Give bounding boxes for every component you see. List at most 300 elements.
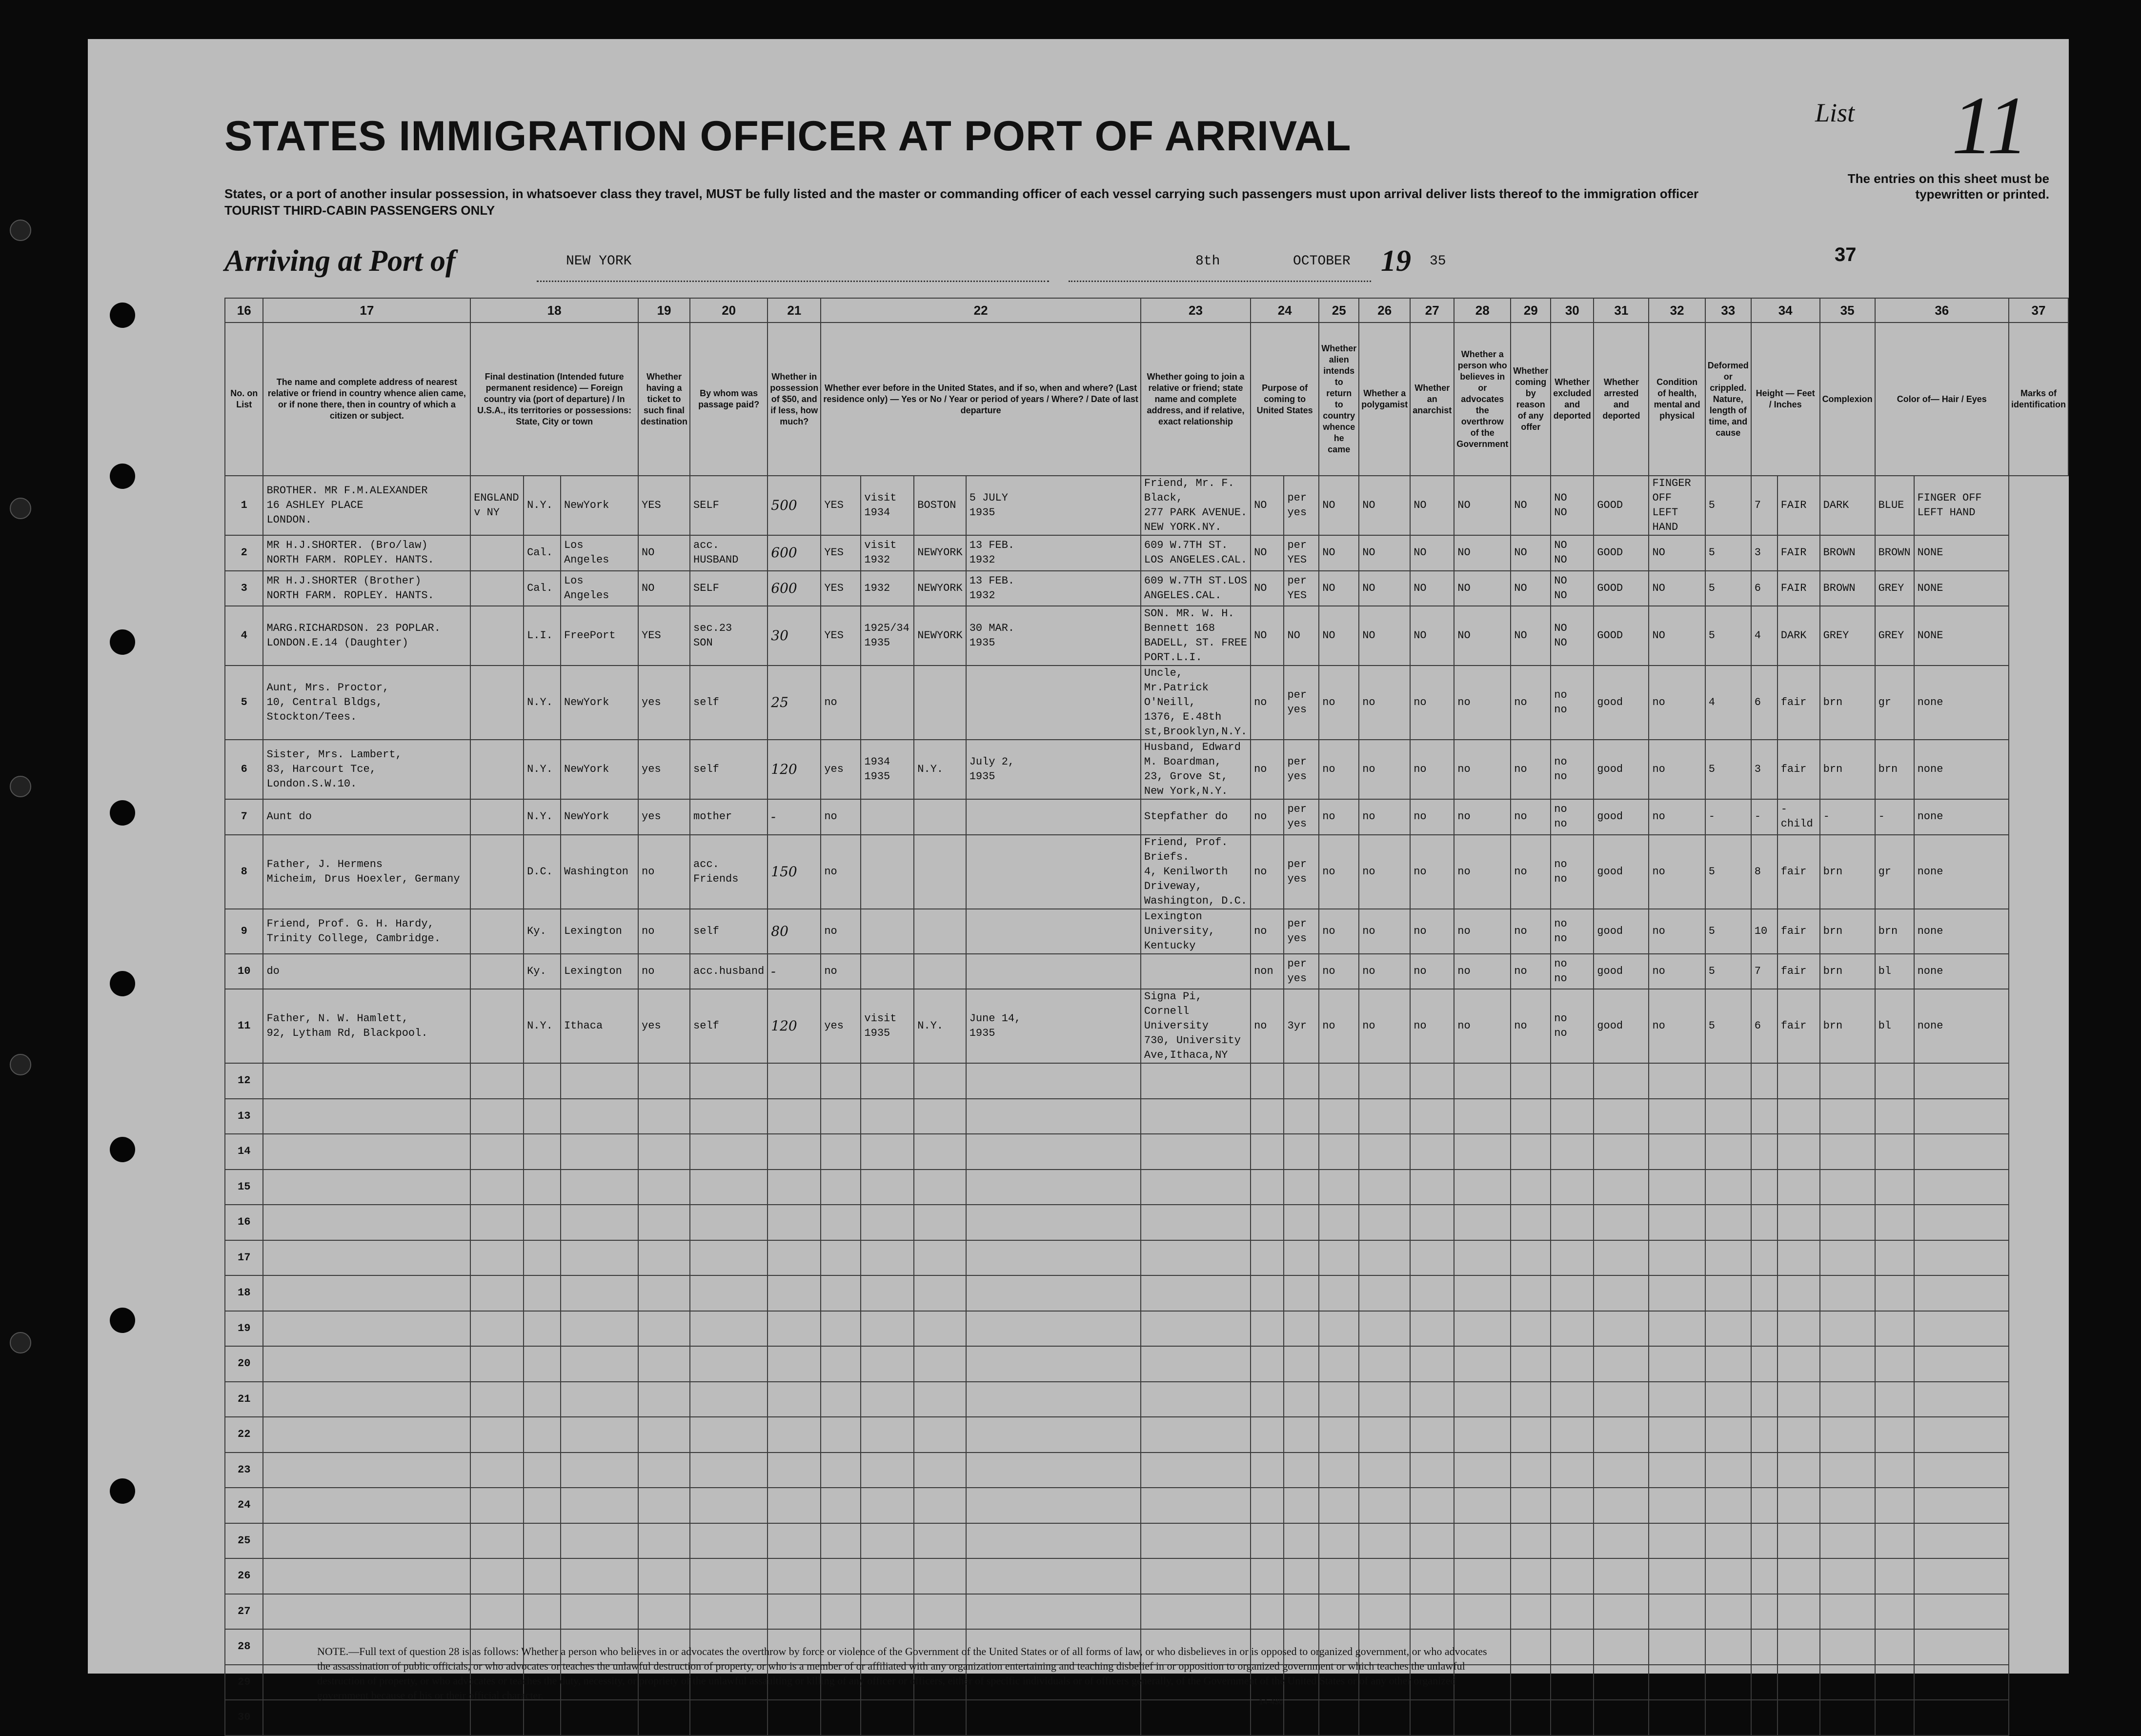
intend-cell xyxy=(1284,909,1319,954)
deformed-cell-text: NO xyxy=(1652,546,1665,559)
edge-perforation xyxy=(10,498,31,519)
row-number: 24 xyxy=(225,1488,263,1523)
c28-cell xyxy=(1454,954,1511,989)
empty-cell xyxy=(1359,1275,1410,1311)
purpose-cell-text: NO xyxy=(1254,546,1267,559)
c25-cell-text: no xyxy=(1322,696,1335,708)
empty-cell xyxy=(1319,1523,1359,1559)
table-row xyxy=(225,535,2068,571)
empty-cell xyxy=(1820,1275,1875,1311)
ever-before-cell-text: yes xyxy=(824,1020,844,1032)
joining-cell-text: 609 W.7TH ST. LOS ANGELES.CAL. xyxy=(1144,539,1248,566)
complexion-cell-text: fair xyxy=(1780,865,1807,878)
empty-cell xyxy=(524,1382,561,1417)
empty-cell xyxy=(1875,1382,1914,1417)
empty-cell xyxy=(1284,1099,1319,1134)
hair-cell-text: brn xyxy=(1823,696,1843,708)
health-cell xyxy=(1594,835,1649,909)
empty-cell xyxy=(1359,1523,1410,1559)
empty-cell xyxy=(1141,1453,1251,1488)
empty-cell xyxy=(1454,1099,1511,1134)
empty-cell xyxy=(821,1558,861,1594)
empty-cell xyxy=(263,1099,470,1134)
c28-cell xyxy=(1454,535,1511,571)
empty-cell xyxy=(768,1134,821,1170)
empty-cell xyxy=(861,1170,914,1205)
state-cell xyxy=(524,909,561,954)
empty-cell xyxy=(1551,1417,1594,1453)
empty-cell xyxy=(1820,1523,1875,1559)
empty-cell xyxy=(1359,1346,1410,1382)
empty-cell xyxy=(690,1275,768,1311)
empty-cell xyxy=(1511,1453,1551,1488)
c28-cell-text: NO xyxy=(1457,499,1471,511)
where-cell xyxy=(914,909,966,954)
empty-cell xyxy=(561,1311,638,1347)
empty-cell xyxy=(638,1523,690,1559)
empty-cell xyxy=(524,1594,561,1630)
ever-before-cell-text: YES xyxy=(824,546,844,559)
joining-cell xyxy=(1141,835,1251,909)
c29-cell-text: NO xyxy=(1514,629,1527,642)
empty-cell xyxy=(1410,1453,1454,1488)
table-row-empty xyxy=(225,1523,2068,1559)
foreign-country-cell xyxy=(470,571,524,606)
empty-cell xyxy=(1551,1382,1594,1417)
empty-cell xyxy=(1551,1665,1594,1700)
state-cell xyxy=(524,835,561,909)
table-row-empty xyxy=(225,1099,2068,1134)
c25-cell xyxy=(1319,571,1359,606)
deformed-cell-text: no xyxy=(1652,696,1665,708)
empty-cell xyxy=(561,1240,638,1276)
years-cell xyxy=(861,476,914,535)
health-cell-text: GOOD xyxy=(1597,629,1623,642)
feet-cell xyxy=(1705,835,1751,909)
state-cell xyxy=(524,606,561,666)
c26-cell xyxy=(1359,666,1410,740)
empty-cell xyxy=(1705,1134,1751,1170)
empty-cell xyxy=(561,1453,638,1488)
empty-cell xyxy=(1820,1346,1875,1382)
empty-cell xyxy=(768,1417,821,1453)
empty-cell xyxy=(561,1488,638,1523)
empty-cell xyxy=(1820,1134,1875,1170)
intend-cell-text: per yes xyxy=(1287,803,1307,830)
empty-cell xyxy=(966,1311,1141,1347)
deformed-cell-text: no xyxy=(1652,810,1665,823)
c25-cell-text: NO xyxy=(1322,629,1335,642)
empty-cell xyxy=(1319,1382,1359,1417)
health-cell-text: good xyxy=(1597,763,1623,775)
c28-cell xyxy=(1454,606,1511,666)
empty-cell xyxy=(263,1170,470,1205)
empty-cell xyxy=(1875,1629,1914,1665)
empty-cell xyxy=(821,1099,861,1134)
foreign-country-cell-text: ENGLAND v NY xyxy=(474,492,519,519)
city-cell xyxy=(561,571,638,606)
empty-cell xyxy=(1359,1240,1410,1276)
row-number xyxy=(225,740,263,799)
inches-cell-text: 7 xyxy=(1754,965,1761,977)
feet-cell-text: 4 xyxy=(1708,696,1715,708)
health-cell xyxy=(1594,799,1649,835)
list-label: List xyxy=(1815,98,1855,127)
ever-before-cell xyxy=(821,740,861,799)
empty-cell xyxy=(690,1099,768,1134)
c30-cell xyxy=(1551,535,1594,571)
empty-cell xyxy=(638,1134,690,1170)
years-cell-text: visit 1934 xyxy=(864,492,897,519)
header-health: Condition of health, mental and physical xyxy=(1649,323,1705,476)
empty-cell xyxy=(690,1594,768,1630)
empty-cell xyxy=(470,1382,524,1417)
empty-cell xyxy=(524,1099,561,1134)
relative-cell-text: MR H.J.SHORTER (Brother) NORTH FARM. ROPLEY. HANTS. xyxy=(266,574,434,602)
state-cell-text: Ky. xyxy=(527,925,546,937)
health-cell-text: good xyxy=(1597,925,1623,937)
c26-cell xyxy=(1359,799,1410,835)
empty-cell xyxy=(1705,1346,1751,1382)
header-passage-paid: By whom was passage paid? xyxy=(690,323,768,476)
empty-cell xyxy=(1649,1700,1705,1736)
empty-cell xyxy=(1251,1523,1284,1559)
empty-cell xyxy=(690,1346,768,1382)
passage-paid-cell-text: mother xyxy=(693,810,732,823)
empty-cell xyxy=(1705,1311,1751,1347)
empty-cell xyxy=(1511,1523,1551,1559)
list-note: The entries on this sheet must be typewritten or printed. xyxy=(1847,171,2049,202)
header-joining: Whether going to join a relative or friend; state name and complete address, and if relative, exact relationship xyxy=(1141,323,1251,476)
empty-cell xyxy=(1705,1558,1751,1594)
joining-cell-text: SON. MR. W. H. Bennett 168 BADELL, ST. FREE PORT.L.I. xyxy=(1144,607,1248,664)
empty-cell xyxy=(1454,1594,1511,1630)
departure-cell xyxy=(966,606,1141,666)
c26-cell xyxy=(1359,835,1410,909)
header-money: Whether in possession of $50, and if less, how much? xyxy=(768,323,821,476)
c30-cell xyxy=(1551,571,1594,606)
complexion-cell-text: FAIR xyxy=(1780,582,1807,594)
c28-cell-text: no xyxy=(1457,925,1471,937)
empty-cell xyxy=(1751,1311,1777,1347)
empty-cell xyxy=(470,1417,524,1453)
empty-cell xyxy=(1649,1523,1705,1559)
empty-cell xyxy=(1594,1629,1649,1665)
empty-cell xyxy=(914,1453,966,1488)
city-cell xyxy=(561,606,638,666)
table-row xyxy=(225,954,2068,989)
empty-cell xyxy=(1359,1170,1410,1205)
intend-cell-text: per YES xyxy=(1287,539,1307,566)
c25-cell xyxy=(1319,606,1359,666)
empty-cell xyxy=(1777,1700,1820,1736)
empty-cell xyxy=(1511,1417,1551,1453)
c25-cell-text: no xyxy=(1322,1020,1335,1032)
row-number xyxy=(225,909,263,954)
where-cell xyxy=(914,835,966,909)
feet-cell-text: 5 xyxy=(1708,865,1715,878)
health-cell xyxy=(1594,666,1649,740)
row-number xyxy=(225,954,263,989)
c26-cell xyxy=(1359,476,1410,535)
empty-cell xyxy=(1914,1488,2009,1523)
row-number xyxy=(225,476,263,535)
empty-cell xyxy=(1141,1417,1251,1453)
eyes-cell xyxy=(1875,989,1914,1063)
marks-cell xyxy=(1914,535,2009,571)
empty-cell xyxy=(1751,1170,1777,1205)
row-number-text: 1 xyxy=(241,499,247,511)
marks-cell-text: none xyxy=(1917,810,1943,823)
hair-cell xyxy=(1820,606,1875,666)
header-c25: Whether alien intends to return to country whence he came xyxy=(1319,323,1359,476)
empty-cell xyxy=(1751,1346,1777,1382)
c28-cell-text: no xyxy=(1457,696,1471,708)
empty-cell xyxy=(1410,1134,1454,1170)
header-deformed: Deformed or crippled. Nature, length of time, and cause xyxy=(1705,323,1751,476)
c29-cell-text: no xyxy=(1514,1020,1527,1032)
empty-cell xyxy=(690,1240,768,1276)
ticket-cell xyxy=(638,571,690,606)
c29-cell xyxy=(1511,989,1551,1063)
state-cell-text: L.I. xyxy=(527,629,553,642)
complexion-cell-text: fair xyxy=(1780,1020,1807,1032)
subtitle-text: States, or a port of another insular possession, in whatsoever class they travel, MUST be fully listed and the master or commanding officer of each vessel carrying such passengers must upon arrival deliver lists thereof to the immigration officer xyxy=(224,186,1699,201)
marks-cell xyxy=(1914,909,2009,954)
marks-cell-text: NONE xyxy=(1917,582,1943,594)
empty-cell xyxy=(638,1382,690,1417)
ticket-cell-text: yes xyxy=(642,1020,661,1032)
col-num: 17 xyxy=(263,298,470,323)
eyes-cell xyxy=(1875,535,1914,571)
feet-cell xyxy=(1705,909,1751,954)
deformed-cell-text: FINGER OFF LEFT HAND xyxy=(1652,477,1691,533)
empty-cell xyxy=(914,1382,966,1417)
row-number: 29 xyxy=(225,1665,263,1700)
eyes-cell xyxy=(1875,954,1914,989)
empty-cell xyxy=(1319,1700,1359,1736)
inches-cell xyxy=(1751,476,1777,535)
empty-cell xyxy=(1410,1275,1454,1311)
complexion-cell xyxy=(1777,476,1820,535)
row-number: 15 xyxy=(225,1170,263,1205)
empty-cell xyxy=(768,1523,821,1559)
c27-cell-text: NO xyxy=(1414,546,1427,559)
c25-cell-text: no xyxy=(1322,810,1335,823)
money-cell-text: 30 xyxy=(771,627,788,644)
ever-before-cell-text: YES xyxy=(824,629,844,642)
joining-cell xyxy=(1141,606,1251,666)
passage-paid-cell xyxy=(690,989,768,1063)
empty-cell xyxy=(1251,1170,1284,1205)
c28-cell xyxy=(1454,835,1511,909)
port-line xyxy=(537,281,1049,282)
intend-cell xyxy=(1284,606,1319,666)
c26-cell-text: NO xyxy=(1362,582,1375,594)
empty-cell xyxy=(1705,1523,1751,1559)
ticket-cell-text: YES xyxy=(642,629,661,642)
ever-before-cell-text: YES xyxy=(824,499,844,511)
ever-before-cell xyxy=(821,476,861,535)
empty-cell xyxy=(1914,1275,2009,1311)
city-cell-text: NewYork xyxy=(564,499,609,511)
empty-cell xyxy=(1594,1488,1649,1523)
empty-cell xyxy=(1705,1453,1751,1488)
header-ever-before: Whether ever before in the United States, and if so, when and where? (Last residence only) — Yes or No / Year or period of years / Where? / Date of last departure xyxy=(821,323,1141,476)
departure-cell xyxy=(966,799,1141,835)
passage-paid-cell-text: self xyxy=(693,696,719,708)
empty-cell xyxy=(1319,1311,1359,1347)
empty-cell xyxy=(966,1558,1141,1594)
years-cell xyxy=(861,909,914,954)
empty-cell xyxy=(470,1558,524,1594)
empty-cell xyxy=(1511,1382,1551,1417)
deformed-cell xyxy=(1649,476,1705,535)
empty-cell xyxy=(1875,1417,1914,1453)
years-cell xyxy=(861,740,914,799)
empty-cell xyxy=(1777,1382,1820,1417)
feet-cell-text: 5 xyxy=(1708,925,1715,937)
money-cell xyxy=(768,606,821,666)
empty-cell xyxy=(1914,1382,2009,1417)
city-cell xyxy=(561,954,638,989)
empty-cell xyxy=(1284,1594,1319,1630)
col-num: 18 xyxy=(470,298,638,323)
ticket-cell-text: no xyxy=(642,925,655,937)
complexion-cell-text: fair xyxy=(1780,763,1807,775)
col-num: 33 xyxy=(1705,298,1751,323)
c27-cell-text: no xyxy=(1414,1020,1427,1032)
years-cell xyxy=(861,666,914,740)
feet-cell xyxy=(1705,989,1751,1063)
departure-cell xyxy=(966,954,1141,989)
eyes-cell xyxy=(1875,606,1914,666)
passage-paid-cell-text: acc.husband xyxy=(693,965,765,977)
city-cell-text: Lexington xyxy=(564,925,622,937)
empty-cell xyxy=(861,1346,914,1382)
empty-cell xyxy=(1319,1099,1359,1134)
c26-cell-text: no xyxy=(1362,763,1375,775)
c31-cell-text: no xyxy=(1554,1027,1567,1039)
empty-cell xyxy=(524,1453,561,1488)
foreign-country-cell xyxy=(470,740,524,799)
empty-cell xyxy=(768,1700,821,1736)
where-cell xyxy=(914,740,966,799)
purpose-cell xyxy=(1251,476,1284,535)
hair-cell xyxy=(1820,954,1875,989)
c29-cell-text: NO xyxy=(1514,499,1527,511)
empty-cell xyxy=(1359,1099,1410,1134)
empty-cell xyxy=(524,1346,561,1382)
table-row xyxy=(225,606,2068,666)
empty-cell xyxy=(821,1275,861,1311)
empty-cell xyxy=(524,1240,561,1276)
empty-cell xyxy=(1410,1099,1454,1134)
empty-cell xyxy=(1914,1134,2009,1170)
eyes-cell-text: gr xyxy=(1878,696,1891,708)
empty-cell xyxy=(524,1205,561,1240)
empty-cell xyxy=(1551,1346,1594,1382)
departure-cell-text: June 14, 1935 xyxy=(969,1012,1021,1039)
empty-cell xyxy=(1751,1558,1777,1594)
deformed-cell-text: no xyxy=(1652,1020,1665,1032)
empty-cell xyxy=(690,1453,768,1488)
col-num: 28 xyxy=(1454,298,1511,323)
table-row xyxy=(225,740,2068,799)
empty-cell xyxy=(768,1205,821,1240)
passage-paid-cell-text: SELF xyxy=(693,582,719,594)
relative-cell xyxy=(263,571,470,606)
empty-cell xyxy=(524,1063,561,1099)
inches-cell-text: 3 xyxy=(1754,763,1761,775)
table-row-empty xyxy=(225,1205,2068,1240)
col-num: 22 xyxy=(821,298,1141,323)
empty-cell xyxy=(1141,1488,1251,1523)
departure-cell xyxy=(966,740,1141,799)
ever-before-cell-text: no xyxy=(824,696,837,708)
deformed-cell xyxy=(1649,989,1705,1063)
empty-cell xyxy=(690,1311,768,1347)
empty-cell xyxy=(470,1099,524,1134)
relative-cell-text: Father, N. W. Hamlett, 92, Lytham Rd, Blackpool. xyxy=(266,1012,428,1039)
empty-cell xyxy=(561,1700,638,1736)
purpose-cell xyxy=(1251,535,1284,571)
empty-cell xyxy=(1594,1311,1649,1347)
table-row xyxy=(225,571,2068,606)
empty-cell xyxy=(524,1700,561,1736)
c30-cell xyxy=(1551,835,1594,909)
c29-cell xyxy=(1511,666,1551,740)
day-value: 8th xyxy=(1195,254,1220,269)
empty-cell xyxy=(524,1488,561,1523)
page-title: STATES IMMIGRATION OFFICER AT PORT OF ARRIVAL xyxy=(224,113,1352,160)
empty-cell xyxy=(1777,1594,1820,1630)
empty-cell xyxy=(1777,1134,1820,1170)
empty-cell xyxy=(966,1594,1141,1630)
purpose-cell xyxy=(1251,740,1284,799)
ever-before-cell-text: no xyxy=(824,965,837,977)
passage-paid-cell xyxy=(690,535,768,571)
hair-cell xyxy=(1820,835,1875,909)
marks-cell xyxy=(1914,666,2009,740)
intend-cell xyxy=(1284,989,1319,1063)
c26-cell xyxy=(1359,740,1410,799)
empty-cell xyxy=(1594,1134,1649,1170)
c26-cell xyxy=(1359,989,1410,1063)
health-cell xyxy=(1594,606,1649,666)
where-cell-text: BOSTON xyxy=(917,499,956,511)
empty-cell xyxy=(914,1488,966,1523)
ticket-cell-text: yes xyxy=(642,763,661,775)
intend-cell-text: per yes xyxy=(1287,756,1307,783)
empty-cell xyxy=(470,1311,524,1347)
passage-paid-cell xyxy=(690,954,768,989)
eyes-cell-text: GREY xyxy=(1878,629,1904,642)
marks-cell-text: none xyxy=(1917,1020,1943,1032)
where-cell-text: NEWYORK xyxy=(917,546,963,559)
marks-cell-text: NONE xyxy=(1917,546,1943,559)
eyes-cell xyxy=(1875,835,1914,909)
marks-cell xyxy=(1914,835,2009,909)
years-cell-text: 1925/34 1935 xyxy=(864,622,909,649)
empty-cell xyxy=(1141,1240,1251,1276)
city-cell-text: NewYork xyxy=(564,810,609,823)
c30-cell xyxy=(1551,666,1594,740)
empty-cell xyxy=(821,1346,861,1382)
relative-cell-text: Aunt do xyxy=(266,810,312,823)
c25-cell xyxy=(1319,666,1359,740)
empty-cell xyxy=(1751,1523,1777,1559)
